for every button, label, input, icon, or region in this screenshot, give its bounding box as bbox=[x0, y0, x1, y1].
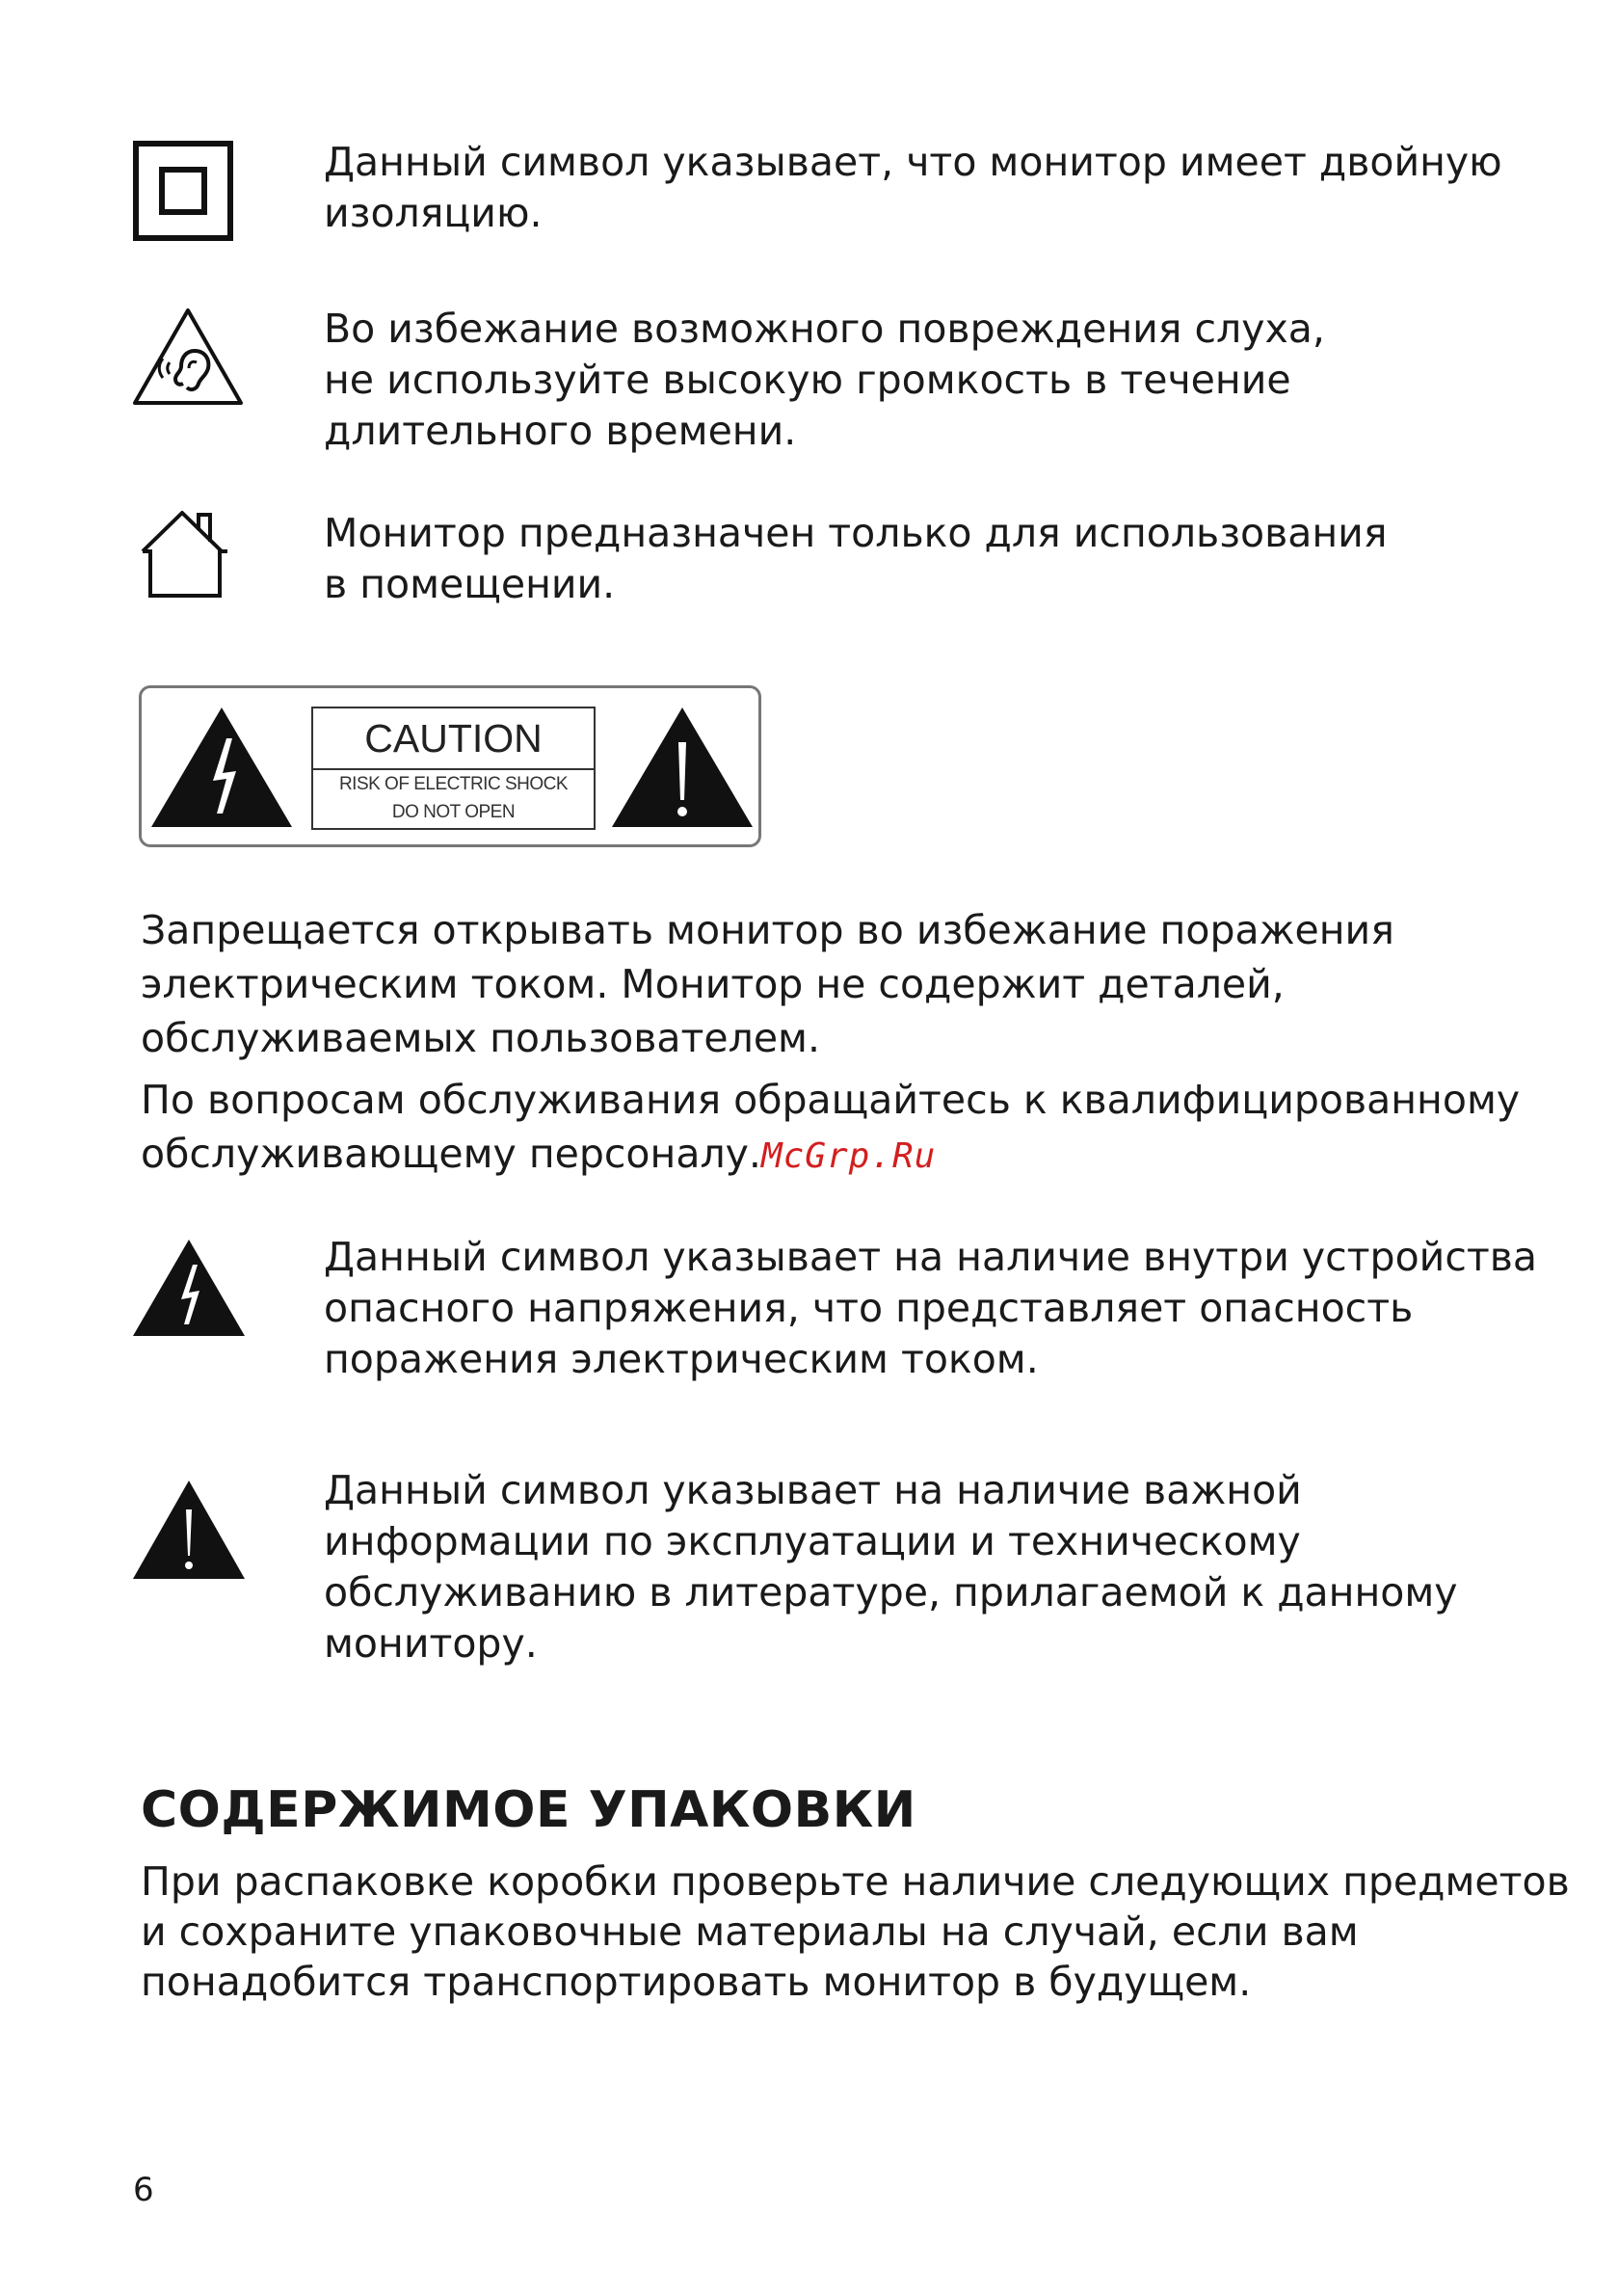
indoor-use-text: Монитор предназначен только для использования в помещении. bbox=[324, 510, 1388, 607]
lightning-triangle-icon bbox=[149, 706, 294, 829]
do-not-open-paragraph: Запрещается открывать монитор во избежание поражения электрическим током. Монитор не содержит деталей, обслуживаемых пользователем. bbox=[141, 907, 1394, 1061]
ear-warning-icon bbox=[131, 307, 245, 407]
service-paragraph bbox=[141, 1073, 1520, 1184]
double-square-icon bbox=[133, 141, 233, 241]
exclamation-triangle-icon bbox=[610, 706, 755, 829]
page-number: 6 bbox=[133, 2171, 154, 2209]
watermark-text: McGrp.Ru bbox=[760, 1136, 937, 1176]
caution-line-2: DO NOT OPEN bbox=[391, 802, 516, 822]
hearing-warning-text: Во избежание возможного повреждения слуха, не используйте высокую громкость в течение длительного времени. bbox=[324, 306, 1325, 454]
important-info-text: Данный символ указывает на наличие важной информации по эксплуатации и техническому обслуживанию в литературе, прилагаемой к данному монитору. bbox=[324, 1467, 1458, 1667]
lightning-triangle-icon bbox=[131, 1238, 247, 1338]
voltage-text: Данный символ указывает на наличие внутри устройства опасного напряжения, что представляет опасность поражения электрическим током. bbox=[324, 1234, 1538, 1382]
service-text: По вопросам обслуживания обращайтесь к квалифицированному обслуживающему персоналу. bbox=[141, 1077, 1521, 1177]
double-insulation-text: Данный символ указывает, что монитор имеет двойную изоляцию. bbox=[324, 139, 1502, 236]
section-heading: СОДЕРЖИМОЕ УПАКОВКИ bbox=[141, 1781, 916, 1839]
caution-text-box bbox=[311, 707, 596, 830]
caution-line-1: RISK OF ELECTRIC SHOCK bbox=[338, 774, 569, 794]
exclamation-triangle-icon bbox=[131, 1479, 247, 1581]
caution-title: CAUTION bbox=[313, 708, 594, 770]
caution-label bbox=[139, 685, 761, 847]
house-icon bbox=[137, 509, 233, 600]
package-text: При распаковке коробки проверьте наличие следующих предметов и сохраните упаковочные материалы на случай, если вам понадобится транспортировать монитор в будущем. bbox=[141, 1858, 1570, 2005]
caution-subtitle bbox=[313, 770, 594, 826]
